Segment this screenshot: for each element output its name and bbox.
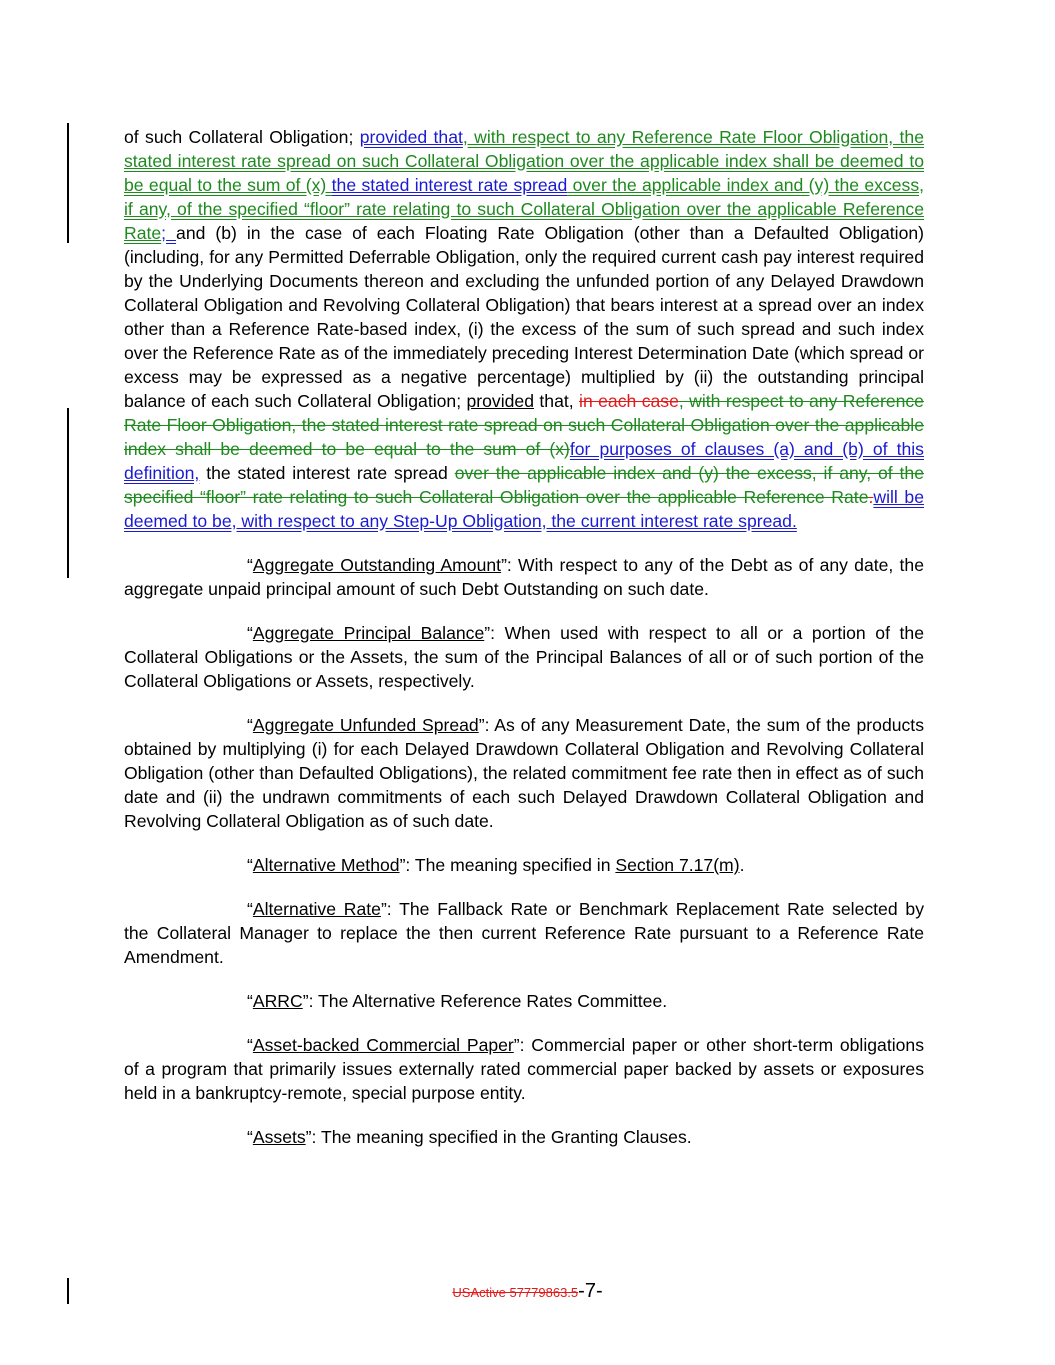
- close-quote: ”: [513, 1035, 520, 1055]
- close-quote: ”: [302, 991, 309, 1011]
- defined-term: Aggregate Unfunded Spread: [252, 715, 479, 735]
- open-quote: “: [247, 855, 253, 875]
- section-reference: Section 7.17(m): [615, 855, 740, 875]
- open-quote: “: [247, 715, 253, 735]
- text-run: of such Collateral Obligation;: [124, 127, 360, 147]
- close-quote: ”: [501, 555, 507, 575]
- definition-alternative-rate: [124, 897, 924, 969]
- open-quote: “: [247, 555, 253, 575]
- close-quote: ”: [305, 1127, 312, 1147]
- open-quote: “: [247, 1127, 253, 1147]
- close-quote: ”: [380, 899, 387, 919]
- defined-term: Alternative Method: [252, 855, 400, 875]
- moved-inserted-text: over the applicable index and (y) the excess, if any, of the specified “floor” rate relating to such Collateral Obligation over the applicable Reference Rate: [124, 175, 925, 243]
- moved-inserted-text: , with respect to any Reference Rate Floor Obligation, the stated interest rate spread on such Collateral Obligation over the applicable index shall be deemed to be equal to the sum of (x): [124, 127, 924, 195]
- inserted-text: provided that: [359, 127, 463, 147]
- text-run: and (b) in the case of each Floating Rate Obligation (other than a Defaulted Obligation) (including, for any Permitted Deferrable Obligation, only the required current cash pay interest required by the Underlying Documents thereon and excluding the unfunded portion of any Delayed Drawdown Collateral Obligation and Revolving Collateral Obligation) that bears interest at a spread over an index other than a Reference Rate-based index, (i) the excess of the sum of such spread and such index over the Reference Rate as of the immediately preceding Interest Determination Date (which spread or excess may be expressed as a negative percentage) multiplied by (ii) the outstanding principal balance of each such Collateral Obligation;: [124, 223, 925, 411]
- definition-asset-backed-commercial-paper: [124, 1033, 924, 1105]
- definition-text: : As of any Measurement Date, the sum of the products obtained by multiplying (i) for each Delayed Drawdown Collateral Obligation and Revolving Collateral Obligation (other than Defaulted Obligations), the related commitment fee rate then in effect as of such date and (ii) the undrawn commitments of each such Delayed Drawdown Collateral Obligation and Revolving Collateral Obligation as of such date.: [124, 715, 924, 831]
- change-bar: [67, 123, 69, 243]
- defined-term: Alternative Rate: [252, 899, 381, 919]
- defined-term: Aggregate Outstanding Amount: [252, 555, 502, 575]
- document-body: [124, 125, 924, 1169]
- definition-text: : With respect to any of the Debt as of any date, the aggregate unpaid principal amount of such Debt Outstanding on such date.: [124, 555, 924, 599]
- moved-deleted-text: over the applicable index and (y) the excess, if any, of the specified “floor” rate relating to such Collateral Obligation over the applicable Reference Rate: [124, 463, 925, 507]
- inserted-text: ;: [161, 223, 177, 243]
- definition-aggregate-outstanding-amount: [124, 553, 924, 601]
- open-quote: “: [247, 899, 253, 919]
- text-run: the stated interest rate spread: [199, 463, 455, 483]
- definition-aggregate-principal-balance: [124, 621, 924, 693]
- close-quote: ”: [478, 715, 485, 735]
- definition-aggregate-unfunded-spread: [124, 713, 924, 833]
- underlined-term: provided: [466, 391, 534, 411]
- document-id: USActive 57779863.5: [452, 1285, 579, 1300]
- page-number: -7-: [578, 1280, 603, 1302]
- inserted-text: the stated interest rate spread: [331, 175, 568, 195]
- deleted-text: .: [868, 487, 874, 507]
- definition-assets: [124, 1125, 924, 1149]
- definition-text: .: [739, 855, 745, 875]
- moved-deleted-text: , with respect to any Reference Rate Floor Obligation, the stated interest rate spread on such Collateral Obligation over the applicable index shall be deemed to be equal to the sum of (x): [124, 391, 924, 459]
- defined-term: Asset-backed Commercial Paper: [252, 1035, 514, 1055]
- deleted-text: in each case: [579, 391, 679, 411]
- open-quote: “: [247, 623, 253, 643]
- definition-text: : The Fallback Rate or Benchmark Replacement Rate selected by the Collateral Manager to replace the then current Reference Rate pursuant to a Reference Rate Amendment.: [124, 899, 924, 967]
- open-quote: “: [247, 1035, 253, 1055]
- page-footer: [0, 1280, 1055, 1303]
- change-bar: [67, 408, 69, 578]
- defined-term: Aggregate Principal Balance: [252, 623, 485, 643]
- definition-text: : The meaning specified in: [405, 855, 616, 875]
- defined-term: ARRC: [252, 991, 303, 1011]
- inserted-text: will be deemed to be, with respect to any Step-Up Obligation, the current interest rate spread.: [124, 487, 924, 531]
- inserted-text: for purposes of clauses (a) and (b) of this definition,: [124, 439, 924, 483]
- defined-term: Assets: [252, 1127, 306, 1147]
- definition-text: : When used with respect to all or a portion of the Collateral Obligations or the Assets, the sum of the Principal Balances of all or of such portion of the Collateral Obligations or Assets, respectively.: [124, 623, 924, 691]
- definition-text: : Commercial paper or other short-term obligations of a program that primarily issues externally rated commercial paper backed by assets or exposures held in a bankruptcy-remote, special purpose entity.: [124, 1035, 924, 1103]
- definition-alternative-method: [124, 853, 924, 877]
- text-run: that,: [533, 391, 580, 411]
- definition-arrc: [124, 989, 924, 1013]
- close-quote: ”: [484, 623, 491, 643]
- definition-text: : The Alternative Reference Rates Committee.: [308, 991, 668, 1011]
- continued-paragraph: [124, 125, 924, 533]
- definition-text: : The meaning specified in the Granting Clauses.: [311, 1127, 692, 1147]
- open-quote: “: [247, 991, 253, 1011]
- close-quote: ”: [399, 855, 406, 875]
